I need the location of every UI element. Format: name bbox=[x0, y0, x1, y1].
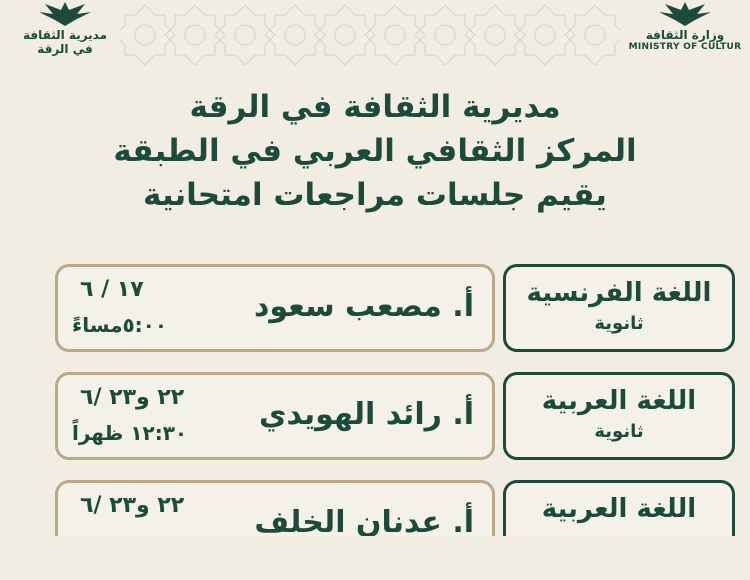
ministry-logo-english: MINISTRY OF CULTUR bbox=[628, 42, 742, 52]
ministry-logo bbox=[620, 0, 750, 70]
eagle-emblem-icon bbox=[655, 0, 715, 28]
eagle-emblem-icon bbox=[35, 0, 95, 28]
title-line-3: يقيم جلسات مراجعات امتحانية bbox=[143, 177, 607, 213]
subject-name: اللغة العربية bbox=[541, 386, 697, 416]
subject-level: ثانوية bbox=[594, 313, 644, 334]
session-time: ٥:٠٠مساءً bbox=[72, 313, 168, 337]
directorate-logo-line1: مديرية الثقافة bbox=[22, 28, 108, 42]
session-date: ١٧ / ٦ bbox=[80, 277, 144, 302]
subject-box bbox=[503, 480, 735, 536]
session-date: ٢٢ و٢٣ /٦ bbox=[80, 385, 185, 410]
session-info-box bbox=[55, 480, 495, 536]
title-line-1: مديرية الثقافة في الرقة bbox=[189, 89, 561, 125]
directorate-logo bbox=[0, 0, 130, 70]
subject-level: ثانوية bbox=[594, 421, 644, 442]
directorate-logo-line2: في الرقة bbox=[37, 42, 93, 56]
session-date: ٢٢ و٢٣ /٦ bbox=[80, 493, 185, 518]
session-time: ١٢:٣٠ ظهراً bbox=[72, 421, 188, 445]
geometric-pattern bbox=[120, 0, 620, 70]
session-row bbox=[0, 372, 750, 472]
session-row bbox=[0, 264, 750, 364]
teacher-name: أ. عدنان الخلف bbox=[254, 505, 474, 536]
teacher-name: أ. رائد الهويدي bbox=[259, 397, 474, 432]
subject-box bbox=[503, 372, 735, 460]
title-line-2: المركز الثقافي العربي في الطبقة bbox=[113, 133, 637, 169]
session-info-box bbox=[55, 372, 495, 460]
teacher-name: أ. مصعب سعود bbox=[253, 289, 474, 324]
ministry-logo-arabic: وزارة الثقافة bbox=[645, 28, 725, 42]
subject-box bbox=[503, 264, 735, 352]
subject-name: اللغة العربية bbox=[541, 494, 697, 524]
title-block bbox=[0, 85, 750, 217]
subject-name: اللغة الفرنسية bbox=[526, 278, 712, 308]
session-row bbox=[0, 480, 750, 580]
session-info-box bbox=[55, 264, 495, 352]
